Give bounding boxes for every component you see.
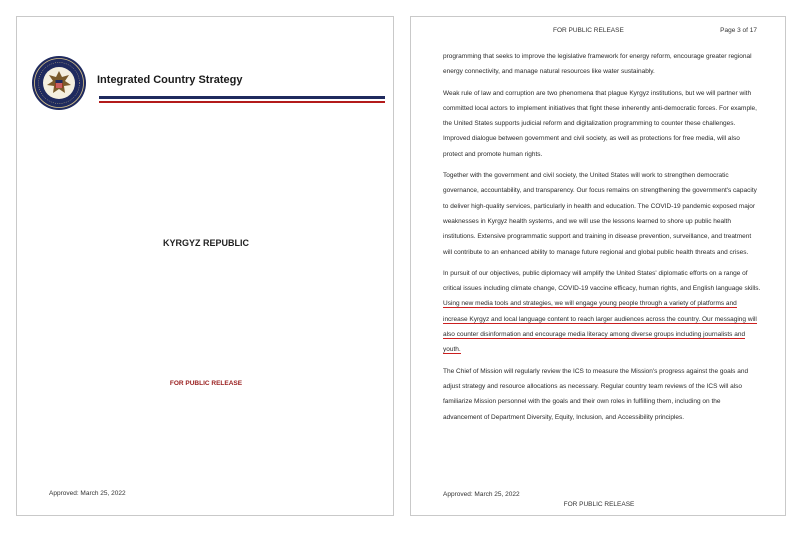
paragraph: Together with the government and civil society, the United States will work to strengthen democratic governance, accountability, and transparency. Our focus remains on strengthening the government's capacity to deliver high-quality services, particularly in health and education. The COVID-19 pandemic exposed major weaknesses in Kyrgyz health systems, and we will use the lessons learned to shore up public health institutions. Extensive programmatic support and training in disease prevention, surveillance, and treatment will contribute to an enhanced ability to manage future regional and global public health threats and crises. [443, 172, 757, 256]
paragraph: programming that seeks to improve the legislative framework for energy reform, encourage greater regional energy connectivity, and manage natural resources like water sustainably. [443, 53, 752, 76]
document-page-3 [410, 16, 786, 516]
country-name: KYRGYZ REPUBLIC [162, 238, 249, 248]
approved-date: Approved: March 25, 2022 [443, 491, 520, 498]
approved-date: Approved: March 25, 2022 [49, 490, 126, 497]
document-page-cover [16, 16, 394, 516]
body-text [443, 49, 761, 431]
page-number: Page 3 of 17 [720, 27, 757, 34]
highlighted-text: Using new media tools and strategies, we will engage young people through a variety of platforms and increase Kyrgyz and local language content to reach larger audiences across the country. Our messaging will also counter disinformation and encourage media literacy among diverse groups including journalists and youth. [443, 300, 757, 354]
paragraph: The Chief of Mission will regularly review the ICS to measure the Mission's progress against the goals and adjust strategy and resource allocations as necessary. Regular country team reviews of the ICS will also familiarize Mission personnel with the goals and their own roles in fulfilling them, including on the advancement of Department Diversity, Equity, Inclusion, and Accessibility principles. [443, 367, 749, 421]
paragraph: In pursuit of our objectives, public diplomacy will amplify the United States' diplomatic efforts on a range of critical issues including climate change, COVID-19 vaccine efficacy, human rights, and English language skills. Using new media tools and strategies, we will engage young people through a variety of platforms and increase Kyrgyz and local language content to reach larger audiences across the country. Our messaging will also counter disinformation and encourage media literacy among diverse groups including journalists and youth. [443, 269, 761, 354]
title-rule-red [99, 101, 385, 103]
title-rule-navy [99, 96, 385, 99]
document-title: Integrated Country Strategy [97, 74, 243, 86]
release-label: FOR PUBLIC RELEASE [169, 380, 243, 387]
paragraph: Weak rule of law and corruption are two phenomena that plague Kyrgyz institutions, but we will partner with committed local actors to implement initiatives that fight these inherently anti-democratic forces. For example, the United States supports judicial reform and digitalization programming to counter these challenges. Improved dialogue between government and civil society, as well as protections for free media, will also protect and promote human rights. [443, 89, 757, 158]
department-of-state-seal-icon [31, 55, 87, 111]
header-release-label: FOR PUBLIC RELEASE [553, 27, 624, 34]
footer-release-label: FOR PUBLIC RELEASE [563, 501, 635, 508]
